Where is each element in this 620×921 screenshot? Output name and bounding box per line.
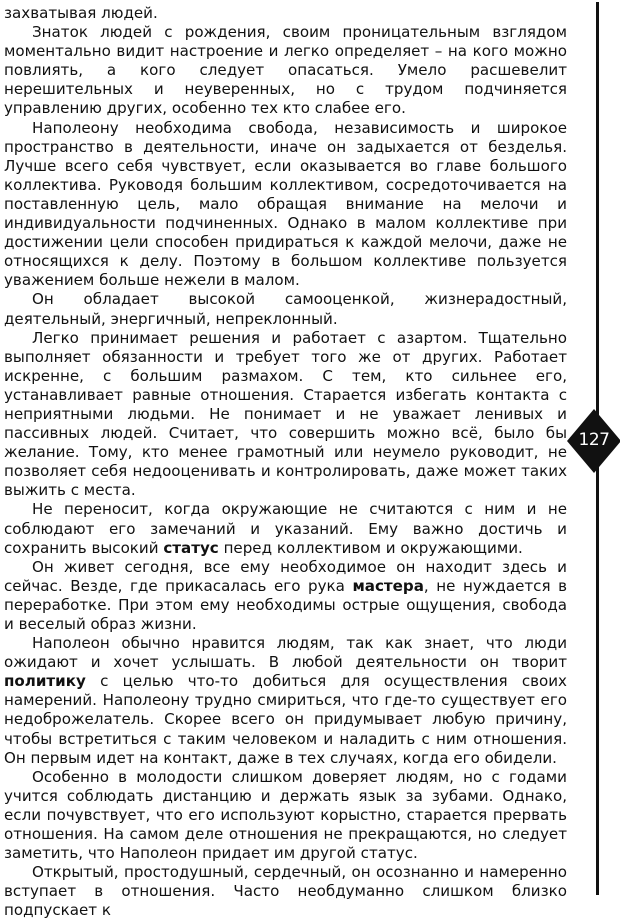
bold-term: мастера bbox=[352, 576, 424, 595]
text-run: захватывая людей. bbox=[4, 4, 158, 22]
text-run: перед коллективом и окружающими. bbox=[218, 538, 523, 557]
paragraph bbox=[4, 23, 567, 118]
text-run: Знаток людей с рождения, своим проницательным взглядом моментально видит настроение и легко определяет – на кого можно повлиять, а кого следует опасаться. Умело расшевелит нерешительных и неуверенных, но с трудом подчиняется управлению других, особенно тех кто слабее его. bbox=[4, 23, 567, 118]
paragraph bbox=[4, 863, 567, 920]
text-run: Особенно в молодости слишком доверяет людям, но с годами учится соблюдать дистанцию и держать язык за зубами. Однако, если почувствует, что его используют корыстно, старается прервать отношения. На самом деле отношения не прекращаются, но следует заметить, что Наполеон придает им другой статус. bbox=[4, 767, 567, 863]
text-run: Легко принимает решения и работает с азартом. Тщательно выполняет обязанности и требует того же от других. Работает искренне, с большим размахом. С тем, кто сильнее его, устанавливает равные отношения. Старается избегать контакта с неприятными людьми. Не понимает и не уважает ленивых и пассивных людей. Считает, что совершить можно всё, было бы желание. Тому, кто менее грамотный или неумело руководит, не позволяет себя недооценивать и контролировать, даже может таких выжить с места. bbox=[4, 328, 567, 500]
paragraph bbox=[4, 558, 567, 634]
paragraph bbox=[4, 290, 567, 328]
paragraph bbox=[4, 4, 567, 23]
page-number: 127 bbox=[578, 430, 610, 450]
paragraph bbox=[4, 119, 567, 291]
text-run: Наполеону необходима свобода, независимость и широкое пространство в деятельности, иначе он задыхается от безделья. Лучше всего себя чувствует, если оказывается во главе большого коллектива. Руководя большим коллективом, сосредоточивается на поставленную цель, мало обращая внимание на мелочи и индивидуальности подчиненных. Однако в малом коллективе при достижении цели способен придираться к каждой мелочи, даже не относящихся к делу. Поэтому в большом коллективе пользуется уважением больше нежели в малом. bbox=[4, 118, 567, 290]
text-run: Открытый, простодушный, сердечный, он осознанно и намеренно вступает в отношения. Часто необдуманно слишком близко подпускает к bbox=[4, 863, 567, 920]
text-run: с целью что-то добиться для осуществления своих намерений. Наполеону трудно смириться, что где-то существует его недоброжелатель. Скорее всего он придумывает любую причину, чтобы встретиться с таким человеком и наладить с ним отношения. Он первым идет на контакт, даже в тех случаях, когда его обидели. bbox=[4, 672, 567, 767]
text-run: Не переносит, когда окружающие не считаются с ним и не соблюдают его замечаний и указаний. Ему важно достичь и сохранить высокий bbox=[4, 500, 567, 557]
text-run: Наполеон обычно нравится людям, так как знает, что люди ожидают и хочет услышать. В любой деятельности он творит bbox=[4, 634, 567, 672]
paragraph bbox=[4, 329, 567, 501]
paragraph bbox=[4, 768, 567, 863]
paragraph bbox=[4, 500, 567, 557]
bold-term: статус bbox=[163, 538, 219, 557]
text-run: Он живет сегодня, все ему необходимое он находит здесь и сейчас. Везде, где прикасалась его рука bbox=[4, 557, 567, 595]
text-run: Он обладает высокой самооценкой, жизнерадостный, деятельный, энергичный, непреклонный. bbox=[4, 290, 567, 328]
text-run: , не нуждается в переработке. При этом ему необходимы острые ощущения, свобода и веселый образ жизни. bbox=[4, 576, 567, 633]
paragraph bbox=[4, 634, 567, 768]
bold-term: политику bbox=[4, 672, 86, 691]
body-text bbox=[4, 4, 567, 921]
